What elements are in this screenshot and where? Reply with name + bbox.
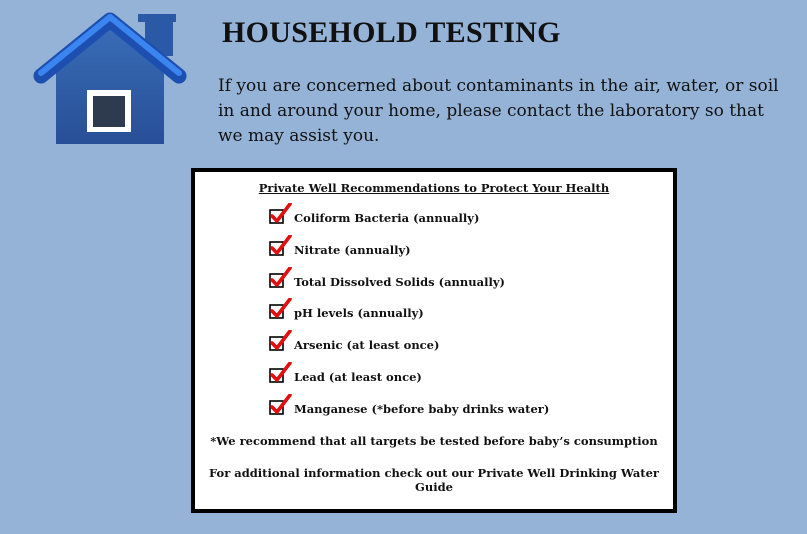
list-item: [269, 301, 549, 333]
list-item-label: Manganese (*before baby drinks water): [294, 401, 550, 416]
recommendations-card: [191, 168, 677, 513]
guide-footer-text: For additional information check out our Private Well Drinking Water Guide: [209, 466, 659, 494]
checkbox-checked-icon: [269, 235, 293, 257]
checkbox-checked-icon: [269, 203, 293, 225]
page-title: HOUSEHOLD TESTING: [222, 16, 561, 49]
list-item-label: Nitrate (annually): [294, 242, 411, 257]
list-item: [269, 238, 549, 270]
list-item-label: Total Dissolved Solids (annually): [294, 274, 505, 289]
recommendation-note: *We recommend that all targets be tested before baby’s consumption: [210, 434, 658, 448]
checkbox-checked-icon: [269, 330, 293, 352]
list-item-label: Arsenic (at least once): [294, 338, 440, 353]
list-item: [269, 397, 549, 429]
intro-text: If you are concerned about contaminants in the air, water, or soil in and around your home, please contact the laboratory so that we may assist you.: [218, 76, 779, 146]
checkbox-checked-icon: [269, 394, 293, 416]
checkbox-checked-icon: [269, 267, 293, 289]
recommendation-list: [269, 206, 549, 429]
list-item: [269, 333, 549, 365]
list-item-label: Coliform Bacteria (annually): [294, 211, 480, 225]
list-item-label: Lead (at least once): [294, 369, 422, 384]
list-item: [269, 365, 549, 397]
list-item: [269, 206, 549, 238]
list-item: [269, 270, 549, 302]
house-icon: [32, 10, 188, 144]
card-heading: Private Well Recommendations to Protect Your Health: [258, 181, 610, 195]
list-item-label: pH levels (annually): [294, 306, 424, 321]
checkbox-checked-icon: [269, 298, 293, 320]
checkbox-checked-icon: [269, 362, 293, 384]
